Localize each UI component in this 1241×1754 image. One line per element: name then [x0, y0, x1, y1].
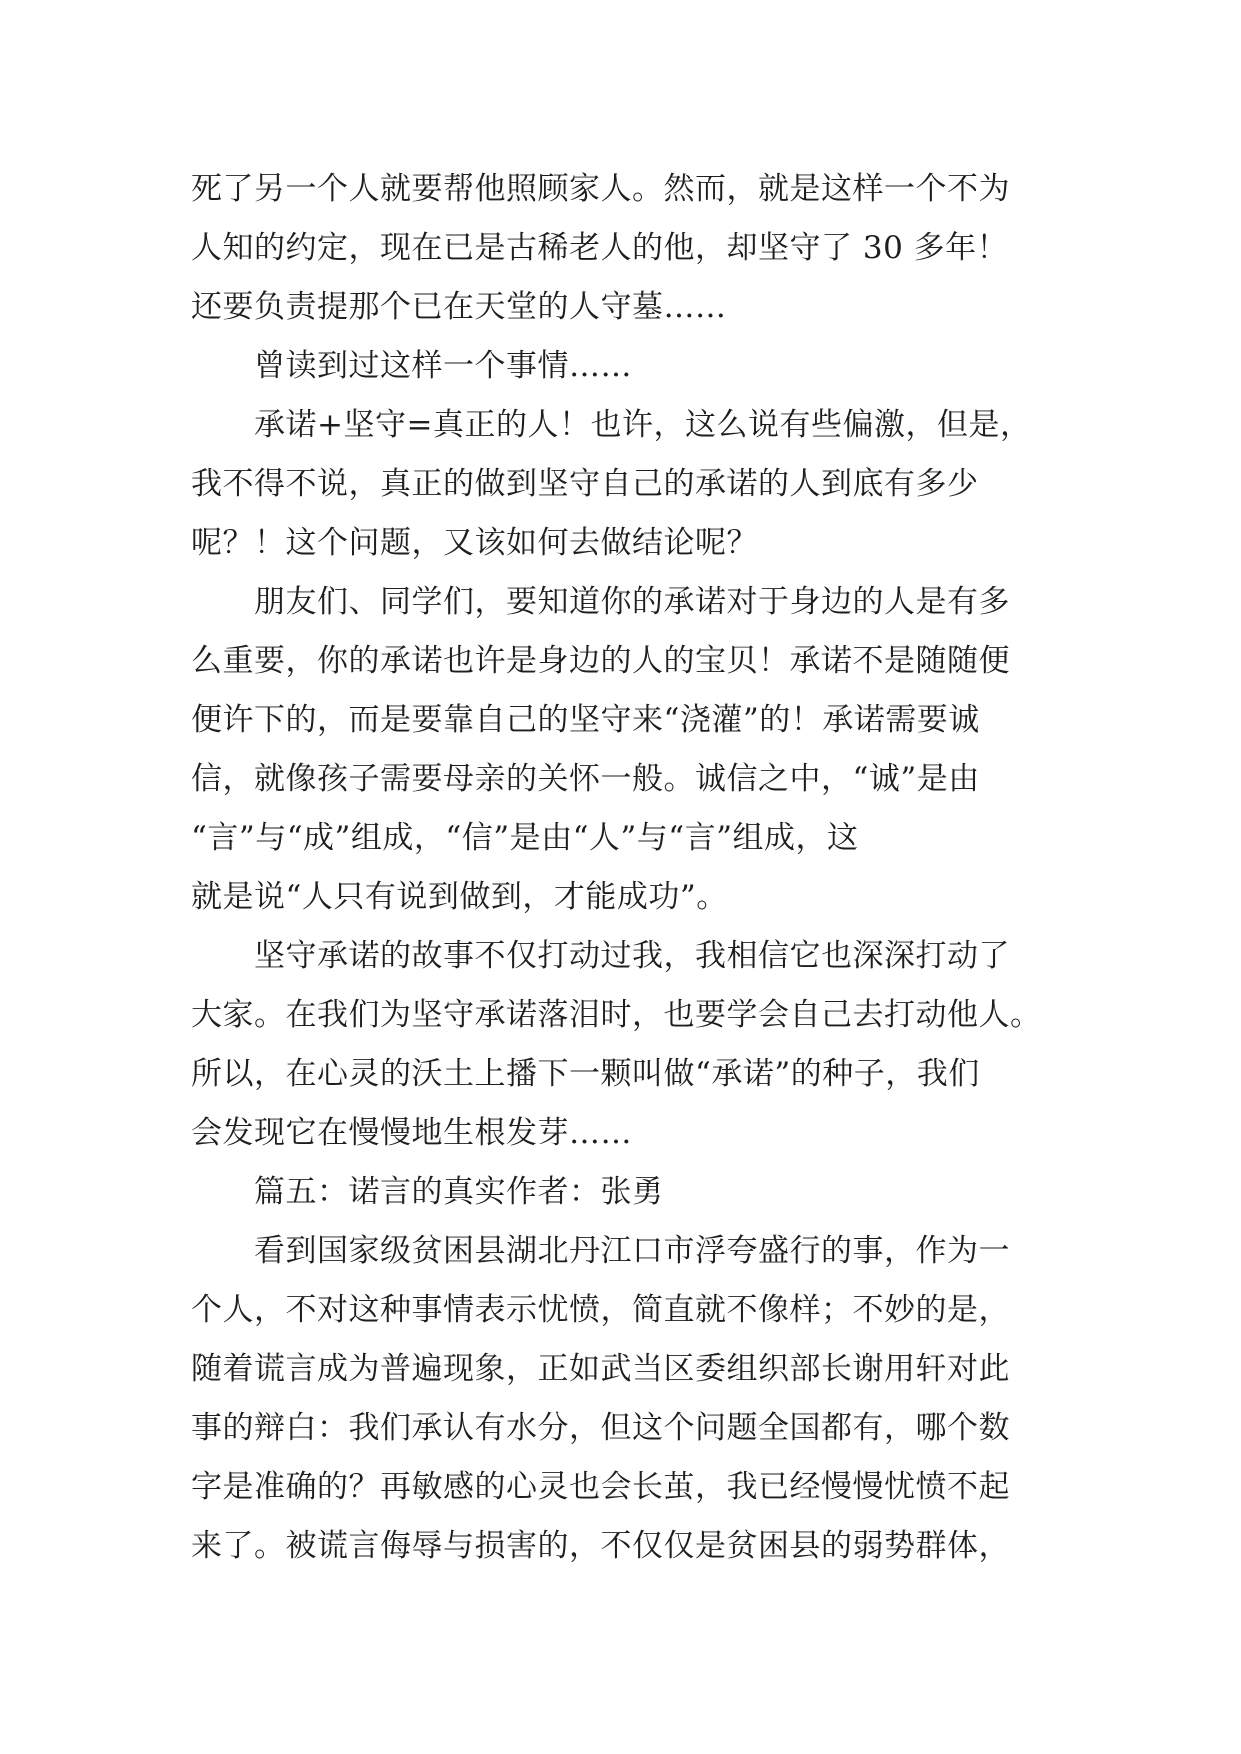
text-line: 呢？！这个问题，又该如何去做结论呢？	[191, 525, 758, 561]
text-line: 个人，不对这种事情表示忧愤，简直就不像样；不妙的是，	[191, 1292, 1010, 1328]
text-line: 便许下的，而是要靠自己的坚守来“浇灌”的！承诺需要诚	[191, 702, 980, 738]
text-line: 随着谎言成为普遍现象，正如武当区委组织部长谢用轩对此	[191, 1351, 1010, 1387]
text-line: 大家。在我们为坚守承诺落泪时，也要学会自己去打动他人。	[191, 997, 1042, 1033]
paragraph-start-line: 朋友们、同学们，要知道你的承诺对于身边的人是有多	[254, 584, 1010, 620]
paragraph-start-line: 看到国家级贫困县湖北丹江口市浮夸盛行的事，作为一	[254, 1233, 1010, 1269]
text-line: 就是说“人只有说到做到，才能成功”。	[191, 879, 728, 915]
text-line: 还要负责提那个已在天堂的人守墓……	[191, 289, 727, 325]
paragraph-start-line: 曾读到过这样一个事情……	[254, 348, 632, 384]
text-line: 死了另一个人就要帮他照顾家人。然而，就是这样一个不为	[191, 171, 1010, 207]
text-line: 字是准确的？再敏感的心灵也会长茧，我已经慢慢忧愤不起	[191, 1469, 1010, 1505]
document-body	[191, 160, 1061, 1576]
text-line: 人知的约定，现在已是古稀老人的他，却坚守了 30 多年！	[191, 230, 1009, 266]
text-line: 事的辩白：我们承认有水分，但这个问题全国都有，哪个数	[191, 1410, 1010, 1446]
text-line: 会发现它在慢慢地生根发芽……	[191, 1115, 632, 1151]
section-heading: 篇五：诺言的真实作者：张勇	[254, 1174, 664, 1210]
text-line: 我不得不说，真正的做到坚守自己的承诺的人到底有多少	[191, 466, 979, 502]
text-line: 所以，在心灵的沃土上播下一颗叫做“承诺”的种子，我们	[191, 1056, 980, 1092]
text-line: “言”与“成”组成，“信”是由“人”与“言”组成，这	[191, 820, 859, 856]
text-line: 信，就像孩子需要母亲的关怀一般。诚信之中，“诚”是由	[191, 761, 980, 797]
paragraph-start-line: 承诺+坚守=真正的人！也许，这么说有些偏激，但是，	[254, 407, 1032, 443]
text-line: 么重要，你的承诺也许是身边的人的宝贝！承诺不是随随便	[191, 643, 1010, 679]
text-line: 来了。被谎言侮辱与损害的，不仅仅是贫困县的弱势群体，	[191, 1528, 1010, 1564]
paragraph-start-line: 坚守承诺的故事不仅打动过我，我相信它也深深打动了	[254, 938, 1010, 974]
